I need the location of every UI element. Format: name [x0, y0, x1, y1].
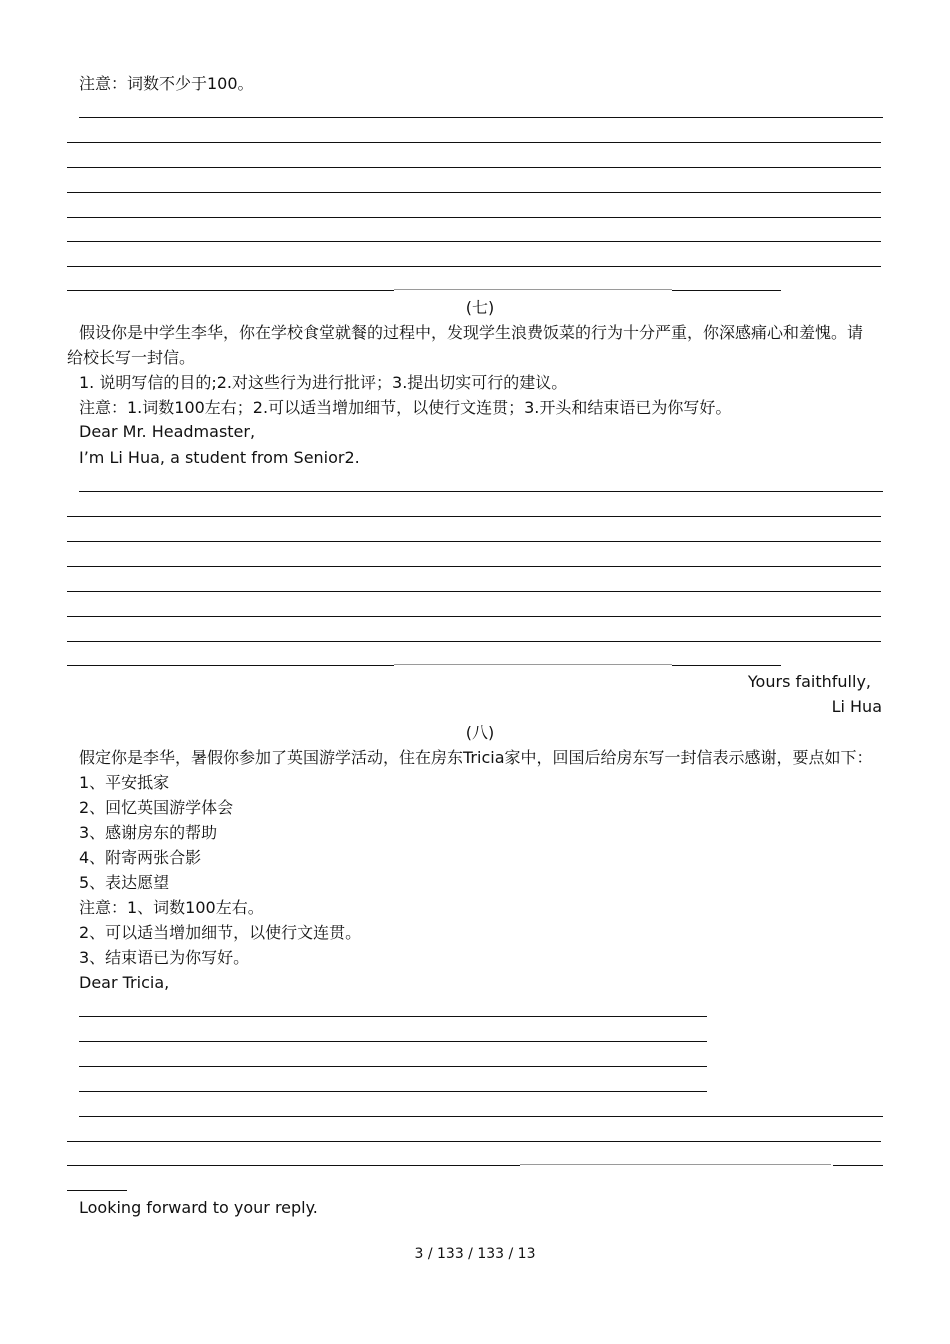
- sec8-point: 2、回忆英国游学体会: [79, 798, 234, 817]
- sec8-salutation: Dear Tricia,: [79, 973, 170, 992]
- answer-line[interactable]: [520, 1164, 831, 1165]
- answer-line[interactable]: [67, 1165, 520, 1166]
- sec8-point: 3、感谢房东的帮助: [79, 823, 218, 842]
- sec8-heading: (八): [465, 723, 495, 742]
- answer-line[interactable]: [67, 541, 881, 542]
- answer-line[interactable]: [67, 192, 881, 193]
- sec7-closing: Yours faithfully,: [747, 672, 871, 691]
- answer-line[interactable]: [79, 491, 883, 492]
- sec7-opening: I’m Li Hua, a student from Senior2.: [79, 448, 360, 467]
- answer-line[interactable]: [67, 665, 394, 666]
- answer-line[interactable]: [67, 142, 881, 143]
- answer-line[interactable]: [79, 1116, 883, 1117]
- sec8-point: 4、附寄两张合影: [79, 848, 202, 867]
- answer-line[interactable]: [672, 290, 781, 291]
- answer-line[interactable]: [79, 1016, 707, 1017]
- sec8-note: 3、结束语已为你写好。: [79, 948, 250, 967]
- answer-line[interactable]: [79, 1041, 707, 1042]
- answer-line[interactable]: [79, 1091, 707, 1092]
- sec6-note: 注意：词数不少于100。: [79, 74, 254, 93]
- answer-line[interactable]: [67, 217, 881, 218]
- sec7-prompt-line2: 给校长写一封信。: [67, 348, 196, 367]
- sec8-note: 注意：1、词数100左右。: [79, 898, 264, 917]
- sec8-prompt: 假定你是李华，暑假你参加了英国游学活动，住在房东Tricia家中，回国后给房东写一封信表示感谢，要点如下：: [79, 748, 873, 767]
- answer-line[interactable]: [672, 665, 781, 666]
- sec7-requirements: 1. 说明写信的目的;2.对这些行为进行批评；3.提出切实可行的建议。: [79, 373, 568, 392]
- answer-line[interactable]: [79, 1066, 707, 1067]
- sec8-point: 5、表达愿望: [79, 873, 170, 892]
- answer-line[interactable]: [833, 1165, 883, 1166]
- answer-line[interactable]: [67, 241, 881, 242]
- answer-line[interactable]: [67, 641, 881, 642]
- sec7-note: 注意：1.词数100左右；2.可以适当增加细节，以使行文连贯；3.开头和结束语已为你写好。: [79, 398, 732, 417]
- answer-line[interactable]: [79, 117, 883, 118]
- answer-line[interactable]: [67, 1141, 881, 1142]
- answer-line[interactable]: [67, 591, 881, 592]
- answer-line[interactable]: [67, 516, 881, 517]
- answer-line[interactable]: [67, 290, 394, 291]
- answer-line[interactable]: [67, 1190, 127, 1191]
- answer-line[interactable]: [67, 266, 881, 267]
- sec8-closing: Looking forward to your reply.: [79, 1198, 318, 1217]
- sec8-point: 1、平安抵家: [79, 773, 170, 792]
- answer-line[interactable]: [67, 616, 881, 617]
- answer-line[interactable]: [394, 289, 672, 290]
- answer-line[interactable]: [67, 167, 881, 168]
- sec7-salutation: Dear Mr. Headmaster,: [79, 422, 256, 441]
- sec8-note: 2、可以适当增加细节，以使行文连贯。: [79, 923, 362, 942]
- sec7-signature: Li Hua: [831, 697, 882, 716]
- page-number: 3 / 133 / 133 / 13: [414, 1246, 536, 1262]
- sec7-heading: (七): [465, 298, 495, 317]
- answer-line[interactable]: [67, 566, 881, 567]
- sec7-prompt-line1: 假设你是中学生李华，你在学校食堂就餐的过程中，发现学生浪费饭菜的行为十分严重，你深感痛心和羞愧。请: [79, 323, 864, 342]
- answer-line[interactable]: [394, 664, 672, 665]
